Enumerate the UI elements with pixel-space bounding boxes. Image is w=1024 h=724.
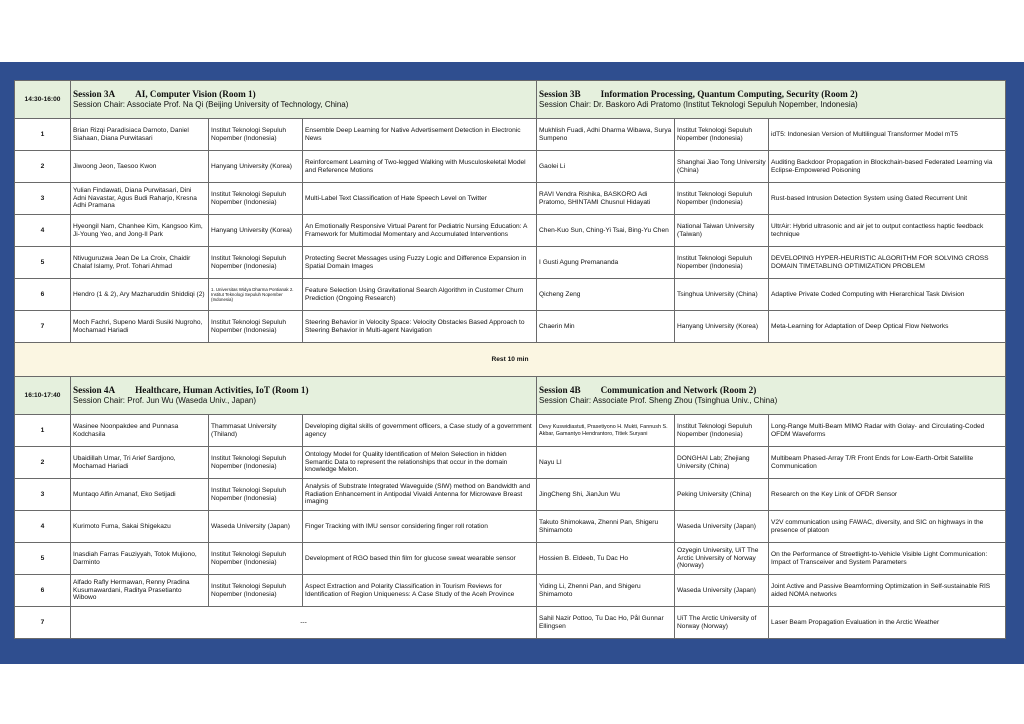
empty-slot: --- bbox=[71, 607, 537, 639]
session-title-line bbox=[73, 89, 534, 100]
left-authors: Ntivuguruzwa Jean De La Croix, Chaidir Chalaf Islamy, Prof. Tohari Ahmad bbox=[71, 247, 209, 279]
right-paper-title: Multibeam Phased-Array T/R Front Ends for Low-Earth-Orbit Satellite Communication bbox=[769, 447, 1006, 479]
session-chair: Session Chair: Dr. Baskoro Adi Pratomo (Institut Teknologi Sepuluh Nopember, Indonesia) bbox=[539, 100, 858, 110]
left-paper-title: Development of RGO based thin film for glucose sweat wearable sensor bbox=[303, 543, 537, 575]
paper-number: 6 bbox=[15, 575, 71, 607]
left-authors: Wasinee Noonpakdee and Punnasa Kodchasila bbox=[71, 415, 209, 447]
left-affiliation: Institut Teknologi Sepuluh Nopember (Indonesia) bbox=[209, 543, 303, 575]
session-chair: Session Chair: Associate Prof. Sheng Zhou (Tsinghua Univ., China) bbox=[539, 396, 778, 406]
right-affiliation: Shanghai Jiao Tong University (China) bbox=[675, 151, 769, 183]
left-authors: Alfado Rafly Hermawan, Renny Pradina Kusumawardani, Raditya Prasetianto Wibowo bbox=[71, 575, 209, 607]
session-header-row bbox=[15, 81, 1006, 119]
session-topic: Information Processing, Quantum Computing, Security (Room 2) bbox=[600, 89, 858, 100]
time-slot: 14:30-16:00 bbox=[15, 81, 71, 119]
left-affiliation: Institut Teknologi Sepuluh Nopember (Indonesia) bbox=[209, 119, 303, 151]
left-paper-title: Feature Selection Using Gravitational Search Algorithm in Customer Churn Prediction (Ongoing Research) bbox=[303, 279, 537, 311]
right-affiliation: Institut Teknologi Sepuluh Nopember (Indonesia) bbox=[675, 415, 769, 447]
right-paper-title: On the Performance of Streetlight-to-Vehicle Visible Light Communication: Impact of Transceiver and System Parameters bbox=[769, 543, 1006, 575]
table-row bbox=[15, 119, 1006, 151]
table-row bbox=[15, 543, 1006, 575]
left-paper-title: Protecting Secret Messages using Fuzzy Logic and Difference Expansion in Spatial Domain Images bbox=[303, 247, 537, 279]
right-affiliation: Institut Teknologi Sepuluh Nopember (Indonesia) bbox=[675, 183, 769, 215]
session-header-right bbox=[537, 377, 1006, 415]
right-authors: Qicheng Zeng bbox=[537, 279, 675, 311]
session-topic: Healthcare, Human Activities, IoT (Room 1) bbox=[135, 385, 309, 396]
right-affiliation: Ozyegin University, UiT The Arctic University of Norway (Norway) bbox=[675, 543, 769, 575]
right-paper-title: DEVELOPING HYPER-HEURISTIC ALGORITHM FOR SOLVING CROSS DOMAIN TIMETABLING OPTIMIZATION PROBLEM bbox=[769, 247, 1006, 279]
left-paper-title: Developing digital skills of government officers, a Case study of a government agency bbox=[303, 415, 537, 447]
paper-number: 5 bbox=[15, 543, 71, 575]
right-authors: Hossien B. Eldeeb, Tu Dac Ho bbox=[537, 543, 675, 575]
left-affiliation: 1. Universitas Widya Dharma Pontianak 2. Institut Teknologi Sepuluh Nopember (Indonesia) bbox=[209, 279, 303, 311]
left-affiliation: Thammasat University (Thiland) bbox=[209, 415, 303, 447]
session-code: Session 3B bbox=[539, 89, 581, 100]
right-paper-title: UltrAir: Hybrid ultrasonic and air jet to output contactless haptic feedback technique bbox=[769, 215, 1006, 247]
left-paper-title: Aspect Extraction and Polarity Classification in Tourism Reviews for Identification of Region Uniqueness: A Case Study of the Aceh Province bbox=[303, 575, 537, 607]
left-paper-title: Reinforcement Learning of Two-legged Walking with Musculoskeletal Model and Reference Motions bbox=[303, 151, 537, 183]
session-title-line bbox=[539, 89, 1003, 100]
session-topic: Communication and Network (Room 2) bbox=[600, 385, 757, 396]
right-authors: Sahil Nazir Pottoo, Tu Dac Ho, Pål Gunnar Ellingsen bbox=[537, 607, 675, 639]
left-affiliation: Hanyang University (Korea) bbox=[209, 151, 303, 183]
right-authors: Chaerin Min bbox=[537, 311, 675, 343]
right-affiliation: UiT The Arctic University of Norway (Norway) bbox=[675, 607, 769, 639]
right-paper-title: Rust-based Intrusion Detection System using Gated Recurrent Unit bbox=[769, 183, 1006, 215]
right-authors: RAVI Vendra Rishika, BASKORO Adi Pratomo, SHINTAMI Chusnul Hidayati bbox=[537, 183, 675, 215]
paper-number: 7 bbox=[15, 607, 71, 639]
table-row bbox=[15, 311, 1006, 343]
right-paper-title: Long-Range Multi-Beam MIMO Radar with Golay- and Circulating-Coded OFDM Waveforms bbox=[769, 415, 1006, 447]
right-paper-title: Adaptive Private Coded Computing with Hierarchical Task Division bbox=[769, 279, 1006, 311]
right-paper-title: Meta-Learning for Adaptation of Deep Optical Flow Networks bbox=[769, 311, 1006, 343]
session-title-line bbox=[73, 385, 534, 396]
paper-number: 7 bbox=[15, 311, 71, 343]
right-paper-title: Research on the Key Link of OFDR Sensor bbox=[769, 479, 1006, 511]
right-authors: JingCheng Shi, JianJun Wu bbox=[537, 479, 675, 511]
left-authors: Kurimoto Fuma, Sakai Shigekazu bbox=[71, 511, 209, 543]
left-paper-title: Multi-Label Text Classification of Hate Speech Level on Twitter bbox=[303, 183, 537, 215]
left-affiliation: Institut Teknologi Sepuluh Nopember (Indonesia) bbox=[209, 311, 303, 343]
right-affiliation: Institut Teknologi Sepuluh Nopember (Indonesia) bbox=[675, 247, 769, 279]
session-code: Session 4A bbox=[73, 385, 116, 396]
session-code: Session 4B bbox=[539, 385, 581, 396]
session-header-left bbox=[71, 81, 537, 119]
right-paper-title: Laser Beam Propagation Evaluation in the Arctic Weather bbox=[769, 607, 1006, 639]
left-paper-title: An Emotionally Responsive Virtual Parent for Pediatric Nursing Education: A Framework for Multimodal Momentary and Accumulated Interventions bbox=[303, 215, 537, 247]
paper-number: 3 bbox=[15, 183, 71, 215]
table-row bbox=[15, 511, 1006, 543]
right-paper-title: V2V communication using FAWAC, diversity, and SIC on highways in the presence of platoon bbox=[769, 511, 1006, 543]
left-authors: Ubaidillah Umar, Tri Arief Sardjono, Mochamad Hariadi bbox=[71, 447, 209, 479]
paper-number: 3 bbox=[15, 479, 71, 511]
left-authors: Hendro (1 & 2), Ary Mazharuddin Shiddiqi (2) bbox=[71, 279, 209, 311]
paper-number: 1 bbox=[15, 415, 71, 447]
left-affiliation: Institut Teknologi Sepuluh Nopember (Indonesia) bbox=[209, 447, 303, 479]
schedule-table bbox=[14, 80, 1006, 639]
left-authors: Moch Fachri, Supeno Mardi Susiki Nugroho, Mochamad Hariadi bbox=[71, 311, 209, 343]
right-authors: Nayu LI bbox=[537, 447, 675, 479]
right-affiliation: Waseda University (Japan) bbox=[675, 575, 769, 607]
right-affiliation: National Taiwan University (Taiwan) bbox=[675, 215, 769, 247]
left-paper-title: Ensemble Deep Learning for Native Advertisement Detection in Electronic News bbox=[303, 119, 537, 151]
left-affiliation: Institut Teknologi Sepuluh Nopember (Indonesia) bbox=[209, 247, 303, 279]
left-affiliation: Institut Teknologi Sepuluh Nopember (Indonesia) bbox=[209, 479, 303, 511]
right-affiliation: Hanyang University (Korea) bbox=[675, 311, 769, 343]
left-affiliation: Hanyang University (Korea) bbox=[209, 215, 303, 247]
right-affiliation: Institut Teknologi Sepuluh Nopember (Indonesia) bbox=[675, 119, 769, 151]
left-paper-title: Finger Tracking with IMU sensor considering finger roll rotation bbox=[303, 511, 537, 543]
table-row bbox=[15, 247, 1006, 279]
left-authors: Brian Rizqi Paradisiaca Darnoto, Daniel Siahaan, Diana Purwitasari bbox=[71, 119, 209, 151]
session-header-right bbox=[537, 81, 1006, 119]
left-authors: Jiwoong Jeon, Taesoo Kwon bbox=[71, 151, 209, 183]
session-chair: Session Chair: Associate Prof. Na Qi (Beijing University of Technology, China) bbox=[73, 100, 349, 110]
paper-number: 4 bbox=[15, 215, 71, 247]
right-paper-title: Auditing Backdoor Propagation in Blockchain-based Federated Learning via Eclipse-Empowered Poisoning bbox=[769, 151, 1006, 183]
right-authors: Devy Kuswidiastuti, Prasetiyono H. Mukti, Fannush S. Akbar, Gamantyo Hendrantoro, Titiek Suryani bbox=[537, 415, 675, 447]
right-authors: Gaolei Li bbox=[537, 151, 675, 183]
right-authors: Chen-Kuo Sun, Ching-Yi Tsai, Bing-Yu Chen bbox=[537, 215, 675, 247]
table-row bbox=[15, 479, 1006, 511]
schedule-frame bbox=[0, 62, 1024, 664]
table-row bbox=[15, 215, 1006, 247]
right-affiliation: Waseda University (Japan) bbox=[675, 511, 769, 543]
session-title-line bbox=[539, 385, 1003, 396]
table-row bbox=[15, 575, 1006, 607]
table-row bbox=[15, 151, 1006, 183]
right-affiliation: DONGHAI Lab; Zhejiang University (China) bbox=[675, 447, 769, 479]
right-authors: Yiding Li, Zhenni Pan, and Shigeru Shimamoto bbox=[537, 575, 675, 607]
left-authors: Inasdiah Farras Fauziyyah, Totok Mujiono, Darminto bbox=[71, 543, 209, 575]
left-paper-title: Analysis of Substrate Integrated Waveguide (SIW) method on Bandwidth and Radiation Enhancement in Antipodal Vivaldi Antenna for Microwave Breast imaging bbox=[303, 479, 537, 511]
table-row bbox=[15, 279, 1006, 311]
left-affiliation: Waseda University (Japan) bbox=[209, 511, 303, 543]
table-row bbox=[15, 447, 1006, 479]
right-authors: I Gusti Agung Premananda bbox=[537, 247, 675, 279]
break-label: Rest 10 min bbox=[15, 343, 1006, 377]
paper-number: 6 bbox=[15, 279, 71, 311]
paper-number: 1 bbox=[15, 119, 71, 151]
left-paper-title: Steering Behavior in Velocity Space: Velocity Obstacles Based Approach to Steering Behavior in Multi-agent Navigation bbox=[303, 311, 537, 343]
left-authors: Muntaqo Alfin Amanaf, Eko Setijadi bbox=[71, 479, 209, 511]
table-row bbox=[15, 415, 1006, 447]
session-header-left bbox=[71, 377, 537, 415]
right-paper-title: Joint Active and Passive Beamforming Optimization in Self-sustainable RIS aided NOMA networks bbox=[769, 575, 1006, 607]
paper-number: 4 bbox=[15, 511, 71, 543]
left-authors: Hyeongil Nam, Chanhee Kim, Kangsoo Kim, Ji-Young Yeo, and Jong-Il Park bbox=[71, 215, 209, 247]
time-slot: 16:10-17:40 bbox=[15, 377, 71, 415]
left-affiliation: Institut Teknologi Sepuluh Nopember (Indonesia) bbox=[209, 575, 303, 607]
right-authors: Takuto Shimokawa, Zhenni Pan, Shigeru Shimamoto bbox=[537, 511, 675, 543]
right-paper-title: idT5: Indonesian Version of Multilingual Transformer Model mT5 bbox=[769, 119, 1006, 151]
session-chair: Session Chair: Prof. Jun Wu (Waseda Univ., Japan) bbox=[73, 396, 257, 406]
right-affiliation: Peking University (China) bbox=[675, 479, 769, 511]
table-row bbox=[15, 183, 1006, 215]
paper-number: 2 bbox=[15, 151, 71, 183]
session-code: Session 3A bbox=[73, 89, 116, 100]
right-affiliation: Tsinghua University (China) bbox=[675, 279, 769, 311]
session-topic: AI, Computer Vision (Room 1) bbox=[135, 89, 256, 100]
paper-number: 5 bbox=[15, 247, 71, 279]
left-paper-title: Ontology Model for Quality Identification of Melon Selection in hidden Semantic Data to represent the relationships that occur in the domain knowledge Melon. bbox=[303, 447, 537, 479]
left-authors: Yulian Findawati, Diana Purwitasari, Dini Adni Navastar, Agus Budi Raharjo, Kresna Adhi Pramana bbox=[71, 183, 209, 215]
right-authors: Mukhlish Fuadi, Adhi Dharma Wibawa, Surya Sumpeno bbox=[537, 119, 675, 151]
paper-number: 2 bbox=[15, 447, 71, 479]
left-affiliation: Institut Teknologi Sepuluh Nopember (Indonesia) bbox=[209, 183, 303, 215]
session-header-row bbox=[15, 377, 1006, 415]
break-row bbox=[15, 343, 1006, 377]
table-row bbox=[15, 607, 1006, 639]
